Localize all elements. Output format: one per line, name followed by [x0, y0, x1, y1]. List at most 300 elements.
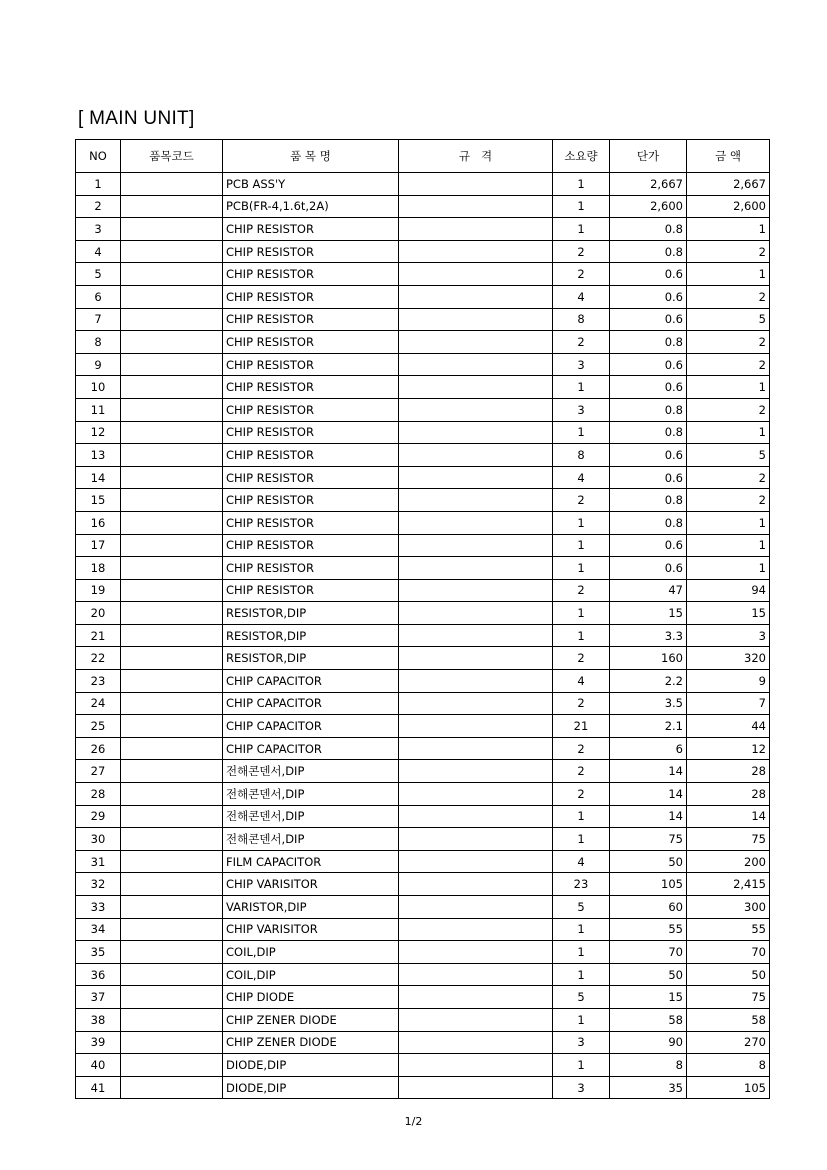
cell-amount: 9 — [687, 670, 770, 693]
cell-qty: 3 — [553, 1076, 610, 1099]
cell-qty: 1 — [553, 511, 610, 534]
cell-name: CHIP RESISTOR — [223, 376, 399, 399]
cell-qty: 4 — [553, 850, 610, 873]
cell-name: CHIP RESISTOR — [223, 331, 399, 354]
table-row — [76, 918, 770, 941]
cell-amount: 94 — [687, 579, 770, 602]
table-row — [76, 511, 770, 534]
cell-code — [121, 737, 223, 760]
cell-code — [121, 850, 223, 873]
cell-qty: 1 — [553, 624, 610, 647]
table-row — [76, 1031, 770, 1054]
cell-price: 14 — [610, 783, 687, 806]
cell-code — [121, 896, 223, 919]
cell-price: 0.6 — [610, 353, 687, 376]
table-row — [76, 1008, 770, 1031]
header-amount: 금 액 — [687, 140, 770, 173]
cell-qty: 2 — [553, 737, 610, 760]
cell-amount: 55 — [687, 918, 770, 941]
table-row — [76, 760, 770, 783]
cell-qty: 2 — [553, 331, 610, 354]
cell-amount: 2 — [687, 353, 770, 376]
cell-spec — [399, 398, 553, 421]
cell-name: CHIP DIODE — [223, 986, 399, 1009]
cell-code — [121, 331, 223, 354]
cell-spec — [399, 918, 553, 941]
table-row — [76, 737, 770, 760]
cell-spec — [399, 986, 553, 1009]
table-row — [76, 353, 770, 376]
cell-qty: 1 — [553, 421, 610, 444]
cell-amount: 15 — [687, 602, 770, 625]
cell-price: 3.5 — [610, 692, 687, 715]
cell-amount: 2 — [687, 240, 770, 263]
cell-code — [121, 376, 223, 399]
cell-spec — [399, 783, 553, 806]
cell-no: 17 — [76, 534, 121, 557]
cell-no: 6 — [76, 285, 121, 308]
table-body — [76, 173, 770, 1099]
cell-code — [121, 918, 223, 941]
cell-no: 2 — [76, 195, 121, 218]
cell-no: 34 — [76, 918, 121, 941]
cell-spec — [399, 173, 553, 196]
cell-amount: 2 — [687, 466, 770, 489]
cell-amount: 7 — [687, 692, 770, 715]
cell-price: 50 — [610, 850, 687, 873]
cell-name: CHIP CAPACITOR — [223, 692, 399, 715]
cell-qty: 1 — [553, 918, 610, 941]
header-spec: 규 격 — [399, 140, 553, 173]
cell-name: CHIP RESISTOR — [223, 511, 399, 534]
cell-price: 0.8 — [610, 489, 687, 512]
cell-price: 2,600 — [610, 195, 687, 218]
cell-spec — [399, 602, 553, 625]
cell-price: 2.1 — [610, 715, 687, 738]
cell-amount: 2,667 — [687, 173, 770, 196]
cell-name: CHIP ZENER DIODE — [223, 1031, 399, 1054]
cell-spec — [399, 805, 553, 828]
cell-qty: 4 — [553, 466, 610, 489]
cell-price: 75 — [610, 828, 687, 851]
cell-no: 39 — [76, 1031, 121, 1054]
cell-code — [121, 941, 223, 964]
cell-code — [121, 715, 223, 738]
table-row — [76, 579, 770, 602]
cell-amount: 1 — [687, 421, 770, 444]
cell-code — [121, 1008, 223, 1031]
cell-amount: 50 — [687, 963, 770, 986]
cell-no: 15 — [76, 489, 121, 512]
cell-code — [121, 670, 223, 693]
table-row — [76, 466, 770, 489]
cell-spec — [399, 963, 553, 986]
table-row — [76, 421, 770, 444]
cell-name: RESISTOR,DIP — [223, 647, 399, 670]
cell-code — [121, 873, 223, 896]
cell-name: PCB ASS'Y — [223, 173, 399, 196]
cell-no: 32 — [76, 873, 121, 896]
cell-price: 0.6 — [610, 534, 687, 557]
cell-qty: 8 — [553, 308, 610, 331]
cell-qty: 4 — [553, 670, 610, 693]
table-row — [76, 398, 770, 421]
cell-amount: 2 — [687, 285, 770, 308]
cell-price: 0.8 — [610, 218, 687, 241]
table-row — [76, 444, 770, 467]
cell-no: 41 — [76, 1076, 121, 1099]
cell-no: 16 — [76, 511, 121, 534]
cell-spec — [399, 534, 553, 557]
cell-no: 29 — [76, 805, 121, 828]
cell-amount: 1 — [687, 557, 770, 580]
cell-spec — [399, 692, 553, 715]
cell-no: 27 — [76, 760, 121, 783]
cell-code — [121, 624, 223, 647]
header-code: 품목코드 — [121, 140, 223, 173]
cell-qty: 1 — [553, 1008, 610, 1031]
cell-code — [121, 308, 223, 331]
table-header-row — [76, 140, 770, 173]
cell-price: 14 — [610, 760, 687, 783]
cell-name: PCB(FR-4,1.6t,2A) — [223, 195, 399, 218]
cell-spec — [399, 624, 553, 647]
cell-price: 55 — [610, 918, 687, 941]
cell-code — [121, 398, 223, 421]
page-number: 1/2 — [404, 1115, 423, 1128]
cell-no: 37 — [76, 986, 121, 1009]
cell-amount: 3 — [687, 624, 770, 647]
cell-code — [121, 534, 223, 557]
table-row — [76, 534, 770, 557]
cell-no: 38 — [76, 1008, 121, 1031]
cell-name: VARISTOR,DIP — [223, 896, 399, 919]
cell-code — [121, 1054, 223, 1077]
cell-no: 21 — [76, 624, 121, 647]
cell-spec — [399, 308, 553, 331]
cell-price: 0.6 — [610, 376, 687, 399]
cell-spec — [399, 670, 553, 693]
cell-qty: 3 — [553, 353, 610, 376]
table-row — [76, 376, 770, 399]
header-name: 품 목 명 — [223, 140, 399, 173]
cell-no: 23 — [76, 670, 121, 693]
cell-spec — [399, 421, 553, 444]
cell-code — [121, 195, 223, 218]
cell-spec — [399, 1031, 553, 1054]
cell-amount: 2 — [687, 489, 770, 512]
cell-price: 60 — [610, 896, 687, 919]
cell-name: 전해콘덴서,DIP — [223, 805, 399, 828]
cell-name: CHIP ZENER DIODE — [223, 1008, 399, 1031]
cell-amount: 300 — [687, 896, 770, 919]
cell-amount: 1 — [687, 511, 770, 534]
cell-price: 0.8 — [610, 511, 687, 534]
cell-qty: 1 — [553, 963, 610, 986]
cell-name: CHIP RESISTOR — [223, 240, 399, 263]
cell-price: 0.6 — [610, 308, 687, 331]
cell-code — [121, 828, 223, 851]
cell-name: CHIP RESISTOR — [223, 557, 399, 580]
table-row — [76, 285, 770, 308]
cell-spec — [399, 647, 553, 670]
cell-name: CHIP RESISTOR — [223, 398, 399, 421]
table-row — [76, 308, 770, 331]
table-row — [76, 805, 770, 828]
cell-qty: 2 — [553, 647, 610, 670]
cell-price: 35 — [610, 1076, 687, 1099]
cell-name: 전해콘덴서,DIP — [223, 783, 399, 806]
table-row — [76, 240, 770, 263]
cell-spec — [399, 896, 553, 919]
cell-spec — [399, 828, 553, 851]
table-row — [76, 647, 770, 670]
table-row — [76, 218, 770, 241]
cell-name: CHIP RESISTOR — [223, 263, 399, 286]
cell-price: 2,667 — [610, 173, 687, 196]
cell-name: COIL,DIP — [223, 963, 399, 986]
cell-spec — [399, 737, 553, 760]
cell-amount: 58 — [687, 1008, 770, 1031]
cell-no: 30 — [76, 828, 121, 851]
cell-qty: 23 — [553, 873, 610, 896]
cell-no: 4 — [76, 240, 121, 263]
cell-price: 0.6 — [610, 466, 687, 489]
cell-name: CHIP RESISTOR — [223, 285, 399, 308]
cell-spec — [399, 218, 553, 241]
cell-qty: 3 — [553, 398, 610, 421]
cell-qty: 1 — [553, 173, 610, 196]
cell-name: CHIP VARISITOR — [223, 918, 399, 941]
cell-code — [121, 760, 223, 783]
cell-name: CHIP RESISTOR — [223, 466, 399, 489]
cell-code — [121, 511, 223, 534]
cell-code — [121, 444, 223, 467]
cell-spec — [399, 760, 553, 783]
cell-spec — [399, 1054, 553, 1077]
cell-no: 26 — [76, 737, 121, 760]
cell-name: CHIP CAPACITOR — [223, 670, 399, 693]
cell-price: 0.6 — [610, 263, 687, 286]
cell-qty: 1 — [553, 195, 610, 218]
cell-qty: 1 — [553, 828, 610, 851]
cell-qty: 1 — [553, 534, 610, 557]
cell-no: 1 — [76, 173, 121, 196]
table-row — [76, 195, 770, 218]
cell-amount: 1 — [687, 376, 770, 399]
cell-name: FILM CAPACITOR — [223, 850, 399, 873]
cell-name: CHIP RESISTOR — [223, 421, 399, 444]
cell-no: 40 — [76, 1054, 121, 1077]
header-price: 단가 — [610, 140, 687, 173]
cell-qty: 2 — [553, 240, 610, 263]
cell-name: COIL,DIP — [223, 941, 399, 964]
cell-name: RESISTOR,DIP — [223, 624, 399, 647]
cell-amount: 200 — [687, 850, 770, 873]
cell-no: 8 — [76, 331, 121, 354]
cell-qty: 21 — [553, 715, 610, 738]
cell-qty: 2 — [553, 579, 610, 602]
cell-code — [121, 218, 223, 241]
cell-no: 3 — [76, 218, 121, 241]
cell-price: 50 — [610, 963, 687, 986]
cell-spec — [399, 376, 553, 399]
cell-price: 8 — [610, 1054, 687, 1077]
cell-name: CHIP VARISITOR — [223, 873, 399, 896]
cell-price: 14 — [610, 805, 687, 828]
cell-qty: 2 — [553, 760, 610, 783]
cell-name: CHIP RESISTOR — [223, 218, 399, 241]
cell-spec — [399, 557, 553, 580]
cell-amount: 5 — [687, 308, 770, 331]
table-row — [76, 1076, 770, 1099]
table-row — [76, 828, 770, 851]
table-row — [76, 489, 770, 512]
cell-price: 58 — [610, 1008, 687, 1031]
cell-spec — [399, 715, 553, 738]
cell-name: CHIP RESISTOR — [223, 534, 399, 557]
table-row — [76, 941, 770, 964]
cell-spec — [399, 285, 553, 308]
cell-name: CHIP CAPACITOR — [223, 715, 399, 738]
cell-amount: 8 — [687, 1054, 770, 1077]
cell-amount: 28 — [687, 783, 770, 806]
cell-amount: 2 — [687, 331, 770, 354]
cell-code — [121, 963, 223, 986]
table-row — [76, 896, 770, 919]
cell-amount: 75 — [687, 986, 770, 1009]
cell-amount: 2,600 — [687, 195, 770, 218]
cell-no: 35 — [76, 941, 121, 964]
cell-amount: 44 — [687, 715, 770, 738]
cell-amount: 1 — [687, 534, 770, 557]
cell-code — [121, 353, 223, 376]
cell-no: 7 — [76, 308, 121, 331]
cell-spec — [399, 850, 553, 873]
cell-price: 0.6 — [610, 444, 687, 467]
cell-code — [121, 805, 223, 828]
cell-qty: 1 — [553, 602, 610, 625]
cell-name: CHIP RESISTOR — [223, 579, 399, 602]
cell-code — [121, 647, 223, 670]
cell-no: 9 — [76, 353, 121, 376]
header-no: NO — [76, 140, 121, 173]
cell-name: RESISTOR,DIP — [223, 602, 399, 625]
cell-name: CHIP RESISTOR — [223, 353, 399, 376]
table-row — [76, 263, 770, 286]
cell-amount: 70 — [687, 941, 770, 964]
table-row — [76, 963, 770, 986]
cell-qty: 1 — [553, 557, 610, 580]
cell-name: CHIP RESISTOR — [223, 489, 399, 512]
cell-code — [121, 692, 223, 715]
cell-spec — [399, 466, 553, 489]
cell-spec — [399, 331, 553, 354]
cell-amount: 320 — [687, 647, 770, 670]
cell-code — [121, 783, 223, 806]
cell-code — [121, 285, 223, 308]
cell-price: 0.8 — [610, 398, 687, 421]
cell-name: CHIP RESISTOR — [223, 444, 399, 467]
cell-price: 2.2 — [610, 670, 687, 693]
cell-qty: 5 — [553, 986, 610, 1009]
cell-code — [121, 579, 223, 602]
cell-code — [121, 489, 223, 512]
cell-qty: 2 — [553, 489, 610, 512]
cell-price: 15 — [610, 602, 687, 625]
cell-code — [121, 986, 223, 1009]
cell-code — [121, 263, 223, 286]
cell-name: CHIP CAPACITOR — [223, 737, 399, 760]
cell-price: 6 — [610, 737, 687, 760]
cell-spec — [399, 353, 553, 376]
cell-qty: 3 — [553, 1031, 610, 1054]
bom-table — [75, 139, 770, 1099]
table-row — [76, 602, 770, 625]
cell-price: 90 — [610, 1031, 687, 1054]
cell-name: DIODE,DIP — [223, 1076, 399, 1099]
cell-code — [121, 1031, 223, 1054]
cell-price: 70 — [610, 941, 687, 964]
cell-amount: 28 — [687, 760, 770, 783]
cell-price: 15 — [610, 986, 687, 1009]
cell-code — [121, 1076, 223, 1099]
cell-code — [121, 557, 223, 580]
cell-spec — [399, 873, 553, 896]
cell-amount: 14 — [687, 805, 770, 828]
cell-price: 0.8 — [610, 240, 687, 263]
cell-spec — [399, 941, 553, 964]
cell-name: DIODE,DIP — [223, 1054, 399, 1077]
cell-name: 전해콘덴서,DIP — [223, 828, 399, 851]
table-row — [76, 1054, 770, 1077]
cell-no: 25 — [76, 715, 121, 738]
cell-code — [121, 602, 223, 625]
cell-name: CHIP RESISTOR — [223, 308, 399, 331]
cell-qty: 1 — [553, 218, 610, 241]
table-row — [76, 715, 770, 738]
cell-spec — [399, 195, 553, 218]
table-row — [76, 624, 770, 647]
cell-no: 20 — [76, 602, 121, 625]
cell-no: 31 — [76, 850, 121, 873]
cell-no: 19 — [76, 579, 121, 602]
cell-amount: 2,415 — [687, 873, 770, 896]
cell-qty: 2 — [553, 263, 610, 286]
cell-qty: 1 — [553, 805, 610, 828]
cell-amount: 5 — [687, 444, 770, 467]
table-row — [76, 331, 770, 354]
cell-code — [121, 173, 223, 196]
cell-price: 0.8 — [610, 421, 687, 444]
cell-qty: 1 — [553, 376, 610, 399]
cell-code — [121, 421, 223, 444]
table-row — [76, 692, 770, 715]
cell-qty: 2 — [553, 692, 610, 715]
cell-no: 5 — [76, 263, 121, 286]
cell-no: 13 — [76, 444, 121, 467]
cell-name: 전해콘덴서,DIP — [223, 760, 399, 783]
table-row — [76, 557, 770, 580]
document-title: [ MAIN UNIT] — [78, 108, 195, 129]
cell-price: 47 — [610, 579, 687, 602]
cell-price: 160 — [610, 647, 687, 670]
cell-no: 14 — [76, 466, 121, 489]
cell-spec — [399, 1076, 553, 1099]
cell-no: 12 — [76, 421, 121, 444]
cell-price: 0.8 — [610, 331, 687, 354]
cell-amount: 2 — [687, 398, 770, 421]
